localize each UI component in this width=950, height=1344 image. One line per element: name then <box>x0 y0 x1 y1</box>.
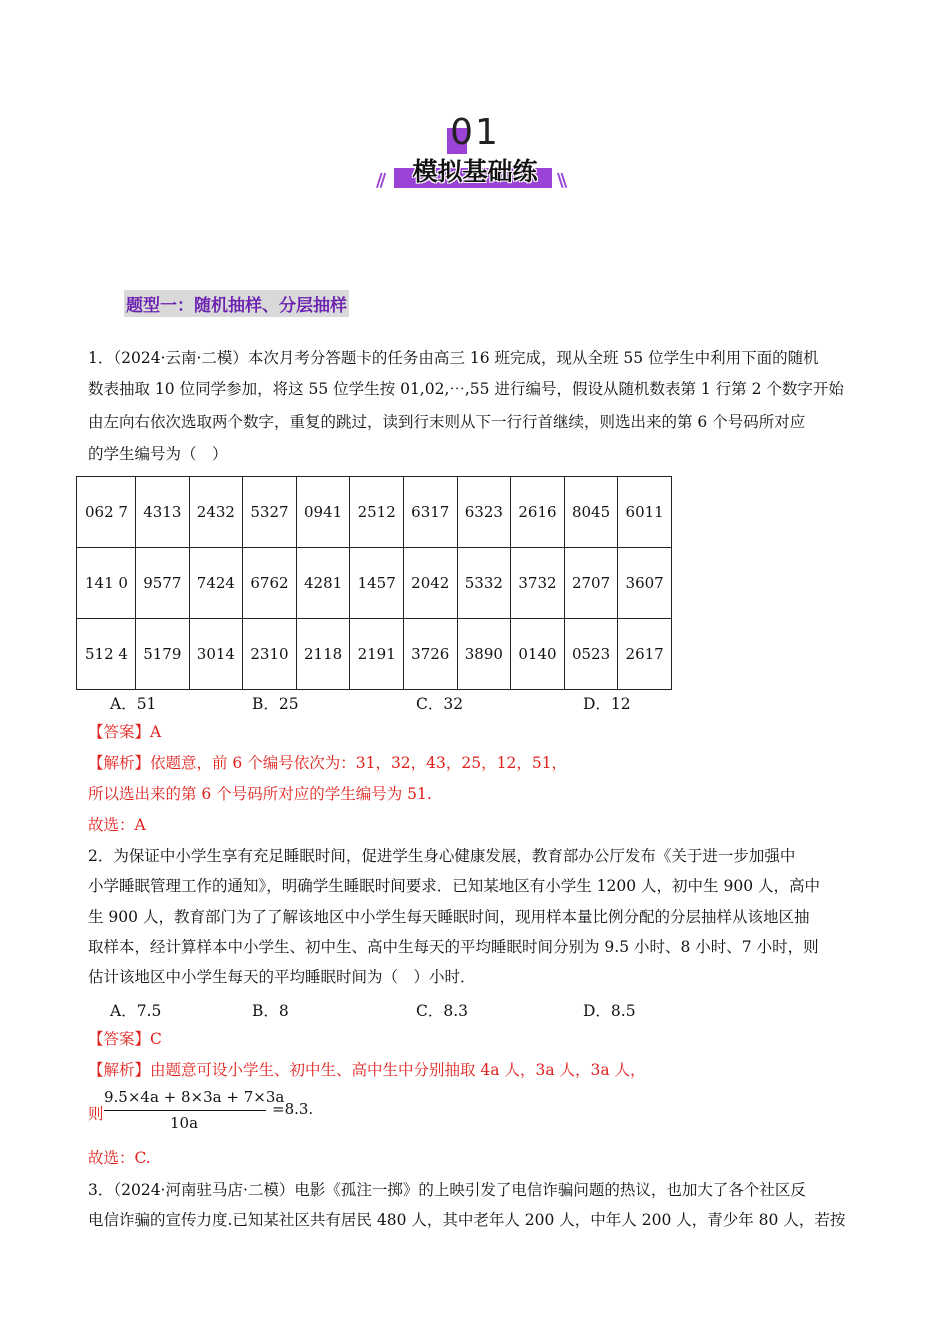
q2-line: 取样本，经计算样本中小学生、初中生、高中生每天的平均睡眠时间分别为 9.5 小时、8 小时、7 小时，则 <box>88 938 819 956</box>
table-row <box>77 548 672 619</box>
fraction-result: =8.3. <box>272 1100 314 1118</box>
q1-analysis-conclusion: 所以选出来的第 6 个号码所对应的学生编号为 51. <box>88 785 432 803</box>
q1-analysis: 【解析】依题意，前 6 个编号依次为：31，32，43，25，12，51， <box>88 754 568 772</box>
chapter-title: 模拟基础练 <box>412 157 538 186</box>
table-cell: 2617 <box>618 619 672 690</box>
option-d: D．8.5 <box>583 1002 636 1020</box>
table-cell: 3890 <box>457 619 511 690</box>
table-cell: 2310 <box>243 619 297 690</box>
table-cell: 2512 <box>350 477 404 548</box>
table-row <box>77 619 672 690</box>
table-cell: 2042 <box>403 548 457 619</box>
table-cell: 3732 <box>511 548 565 619</box>
chapter-header <box>0 108 950 198</box>
fraction-numerator: 9.5×4a + 8×3a + 7×3a <box>104 1088 285 1106</box>
table-cell: 0140 <box>511 619 565 690</box>
random-number-table <box>76 476 672 690</box>
option-a: A．7.5 <box>110 1002 162 1020</box>
q2-ze-label: 则 <box>88 1105 104 1123</box>
table-cell: 6317 <box>403 477 457 548</box>
table-cell: 512 4 <box>77 619 136 690</box>
table-cell: 6323 <box>457 477 511 548</box>
q3-line: 电信诈骗的宣传力度.已知某社区共有居民 480 人，其中老年人 200 人，中年人 200 人，青少年 80 人，若按 <box>88 1211 846 1229</box>
option-b: B．25 <box>252 695 299 713</box>
table-cell: 5179 <box>136 619 190 690</box>
table-cell: 4313 <box>136 477 190 548</box>
table-cell: 1457 <box>350 548 404 619</box>
table-cell: 062 7 <box>77 477 136 548</box>
q3-line: 3．（2024·河南驻马店·二模）电影《孤注一掷》的上映引发了电信诈骗问题的热议，也加大了各个社区反 <box>88 1181 806 1199</box>
table-cell: 8045 <box>564 477 618 548</box>
q2-answer: 【答案】C <box>88 1030 162 1048</box>
table-cell: 2616 <box>511 477 565 548</box>
table-row <box>77 477 672 548</box>
q1-line: 的学生编号为（ ） <box>88 445 228 463</box>
slash-left-decoration: // <box>376 170 384 191</box>
q2-line: 生 900 人，教育部门为了了解该地区中小学生每天睡眠时间，现用样本量比例分配的分层抽样从该地区抽 <box>88 908 810 926</box>
q2-analysis: 【解析】由题意可设小学生、初中生、高中生中分别抽取 4a 人，3a 人，3a 人， <box>88 1061 646 1079</box>
slash-right-decoration: \\ <box>557 170 565 191</box>
table-cell: 0941 <box>296 477 350 548</box>
table-cell: 6762 <box>243 548 297 619</box>
q2-line: 小学睡眠管理工作的通知》，明确学生睡眠时间要求．已知某地区有小学生 1200 人，初中生 900 人，高中 <box>88 877 820 895</box>
q2-line: 2．为保证中小学生享有充足睡眠时间，促进学生身心健康发展，教育部办公厅发布《关于进一步加强中 <box>88 847 796 865</box>
option-c: C．8.3 <box>416 1002 469 1020</box>
option-b: B．8 <box>252 1002 289 1020</box>
option-d: D．12 <box>583 695 631 713</box>
table-cell: 3014 <box>189 619 243 690</box>
table-cell: 4281 <box>296 548 350 619</box>
q2-line: 估计该地区中小学生每天的平均睡眠时间为（ ）小时． <box>88 968 476 986</box>
table-cell: 141 0 <box>77 548 136 619</box>
table-cell: 0523 <box>564 619 618 690</box>
q1-line: 1．（2024·云南·二模）本次月考分答题卡的任务由高三 16 班完成，现从全班 55 位学生中利用下面的随机 <box>88 349 819 367</box>
table-cell: 2118 <box>296 619 350 690</box>
q1-answer: 【答案】A <box>88 723 162 741</box>
q1-line: 由左向右依次选取两个数字，重复的跳过，读到行末则从下一行行首继续，则选出来的第 6 个号码所对应 <box>88 413 806 431</box>
table-cell: 2191 <box>350 619 404 690</box>
q1-choice: 故选：A <box>88 816 146 834</box>
option-a: A．51 <box>110 695 157 713</box>
table-cell: 2432 <box>189 477 243 548</box>
fraction-bar <box>104 1110 266 1111</box>
table-cell: 2707 <box>564 548 618 619</box>
table-cell: 9577 <box>136 548 190 619</box>
option-c: C．32 <box>416 695 464 713</box>
q1-line: 数表抽取 10 位同学参加，将这 55 位学生按 01,02,⋯,55 进行编号，假设从随机数表第 1 行第 2 个数字开始 <box>88 380 844 398</box>
table-cell: 7424 <box>189 548 243 619</box>
table-cell: 5327 <box>243 477 297 548</box>
table-cell: 3726 <box>403 619 457 690</box>
section-title: 题型一：随机抽样、分层抽样 <box>124 290 349 317</box>
fraction-denominator: 10a <box>170 1114 199 1132</box>
table-cell: 6011 <box>618 477 672 548</box>
q2-choice: 故选：C. <box>88 1149 151 1167</box>
chapter-number: 01 <box>450 112 500 153</box>
table-cell: 3607 <box>618 548 672 619</box>
table-cell: 5332 <box>457 548 511 619</box>
